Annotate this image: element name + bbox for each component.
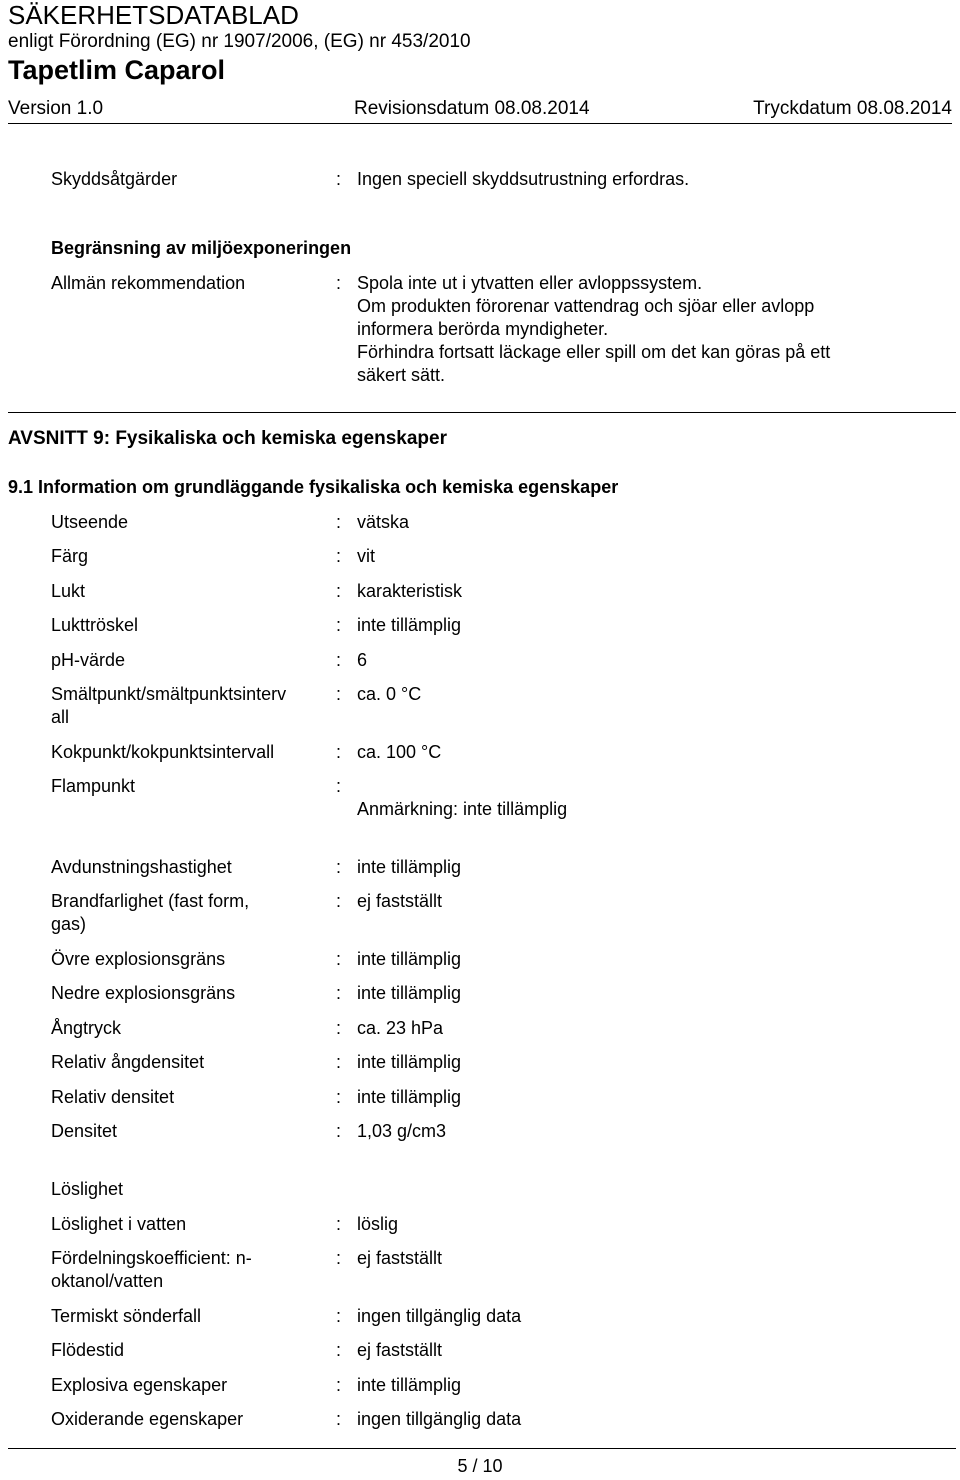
document-meta-row bbox=[8, 97, 952, 121]
section-title: AVSNITT 9: Fysikaliska och kemiska egenskaper bbox=[8, 428, 447, 449]
property-value: inte tillämplig bbox=[357, 1375, 462, 1395]
property-value: ca. 100 °C bbox=[357, 742, 442, 762]
solubility-heading: Löslighet bbox=[51, 1179, 124, 1199]
property-label: Övre explosionsgräns bbox=[51, 949, 226, 969]
env-heading: Begränsning av miljöexponeringen bbox=[51, 238, 352, 258]
colon: : bbox=[336, 949, 342, 969]
property-value: löslig bbox=[357, 1214, 399, 1234]
env-line: Förhindra fortsatt läckage eller spill om det kan göras på ett bbox=[357, 342, 831, 362]
property-label: Brandfarlighet (fast form, bbox=[51, 891, 250, 911]
colon: : bbox=[336, 857, 342, 877]
property-note: Anmärkning: inte tillämplig bbox=[357, 799, 568, 819]
protection-label: Skyddsåtgärder bbox=[51, 169, 178, 189]
colon: : bbox=[336, 684, 342, 704]
protection-value: Ingen speciell skyddsutrustning erfordras. bbox=[357, 169, 690, 189]
property-label: Nedre explosionsgräns bbox=[51, 983, 236, 1003]
colon: : bbox=[336, 891, 342, 911]
property-value: ca. 23 hPa bbox=[357, 1018, 444, 1038]
property-label-cont: oktanol/vatten bbox=[51, 1271, 164, 1291]
property-label-cont: gas) bbox=[51, 914, 87, 934]
property-value: inte tillämplig bbox=[357, 1087, 462, 1107]
env-line: säkert sätt. bbox=[357, 365, 446, 385]
property-label: Lukttröskel bbox=[51, 615, 139, 635]
property-label: Flampunkt bbox=[51, 776, 136, 796]
page-number: 5 / 10 bbox=[457, 1456, 503, 1476]
property-label: Färg bbox=[51, 546, 89, 566]
property-value: ingen tillgänglig data bbox=[357, 1409, 522, 1429]
property-label: Smältpunkt/smältpunktsinterv bbox=[51, 684, 287, 704]
property-label: pH-värde bbox=[51, 650, 126, 670]
property-value: ca. 0 °C bbox=[357, 684, 422, 704]
property-value: ej fastställt bbox=[357, 891, 443, 911]
colon: : bbox=[336, 1375, 342, 1395]
colon: : bbox=[336, 1018, 342, 1038]
colon: : bbox=[336, 273, 342, 293]
colon: : bbox=[336, 169, 342, 189]
header-divider bbox=[8, 123, 952, 124]
document-title: SÄKERHETSDATABLAD bbox=[8, 0, 299, 30]
property-label: Avdunstningshastighet bbox=[51, 857, 232, 877]
property-label-cont: all bbox=[51, 707, 70, 727]
property-value: karakteristisk bbox=[357, 581, 463, 601]
property-value: inte tillämplig bbox=[357, 615, 462, 635]
property-label: Termiskt sönderfall bbox=[51, 1306, 202, 1326]
property-label: Lukt bbox=[51, 581, 86, 601]
property-value: vätska bbox=[357, 512, 410, 532]
version-text: Version 1.0 bbox=[8, 98, 104, 119]
colon: : bbox=[336, 546, 342, 566]
property-value: ej fastställt bbox=[357, 1340, 443, 1360]
property-label: Explosiva egenskaper bbox=[51, 1375, 228, 1395]
property-label: Relativ densitet bbox=[51, 1087, 175, 1107]
footer-divider bbox=[8, 1448, 956, 1449]
colon: : bbox=[336, 1409, 342, 1429]
property-value: ingen tillgänglig data bbox=[357, 1306, 522, 1326]
colon: : bbox=[336, 512, 342, 532]
product-name: Tapetlim Caparol bbox=[8, 55, 226, 85]
colon: : bbox=[336, 650, 342, 670]
colon: : bbox=[336, 742, 342, 762]
property-value: 1,03 g/cm3 bbox=[357, 1121, 447, 1141]
colon: : bbox=[336, 983, 342, 1003]
print-date: Tryckdatum 08.08.2014 bbox=[753, 98, 952, 119]
property-value: vit bbox=[357, 546, 375, 566]
colon: : bbox=[336, 776, 342, 796]
property-value: 6 bbox=[357, 650, 368, 670]
property-label: Flödestid bbox=[51, 1340, 125, 1360]
property-value: inte tillämplig bbox=[357, 949, 462, 969]
property-value: inte tillämplig bbox=[357, 983, 462, 1003]
colon: : bbox=[336, 1340, 342, 1360]
env-line: Om produkten förorenar vattendrag och sjöar eller avlopp bbox=[357, 296, 815, 316]
colon: : bbox=[336, 1052, 342, 1072]
property-value: inte tillämplig bbox=[357, 1052, 462, 1072]
colon: : bbox=[336, 1306, 342, 1326]
colon: : bbox=[336, 1087, 342, 1107]
env-line: informera berörda myndigheter. bbox=[357, 319, 609, 339]
property-label: Ångtryck bbox=[51, 1018, 122, 1038]
colon: : bbox=[336, 581, 342, 601]
revision-date: Revisionsdatum 08.08.2014 bbox=[354, 98, 590, 119]
section-divider bbox=[8, 412, 956, 413]
env-line: Spola inte ut i ytvatten eller avloppssystem. bbox=[357, 273, 703, 293]
property-label: Oxiderande egenskaper bbox=[51, 1409, 244, 1429]
env-label: Allmän rekommendation bbox=[51, 273, 246, 293]
regulation-line: enligt Förordning (EG) nr 1907/2006, (EG) nr 453/2010 bbox=[8, 31, 471, 52]
property-label: Fördelningskoefficient: n- bbox=[51, 1248, 252, 1268]
property-label: Relativ ångdensitet bbox=[51, 1052, 205, 1072]
property-value: inte tillämplig bbox=[357, 857, 462, 877]
subsection-title: 9.1 Information om grundläggande fysikaliska och kemiska egenskaper bbox=[8, 477, 619, 497]
property-value: ej fastställt bbox=[357, 1248, 443, 1268]
property-label: Utseende bbox=[51, 512, 129, 532]
colon: : bbox=[336, 1248, 342, 1268]
property-label: Löslighet i vatten bbox=[51, 1214, 187, 1234]
colon: : bbox=[336, 1121, 342, 1141]
colon: : bbox=[336, 615, 342, 635]
property-label: Densitet bbox=[51, 1121, 118, 1141]
colon: : bbox=[336, 1214, 342, 1234]
property-label: Kokpunkt/kokpunktsintervall bbox=[51, 742, 275, 762]
